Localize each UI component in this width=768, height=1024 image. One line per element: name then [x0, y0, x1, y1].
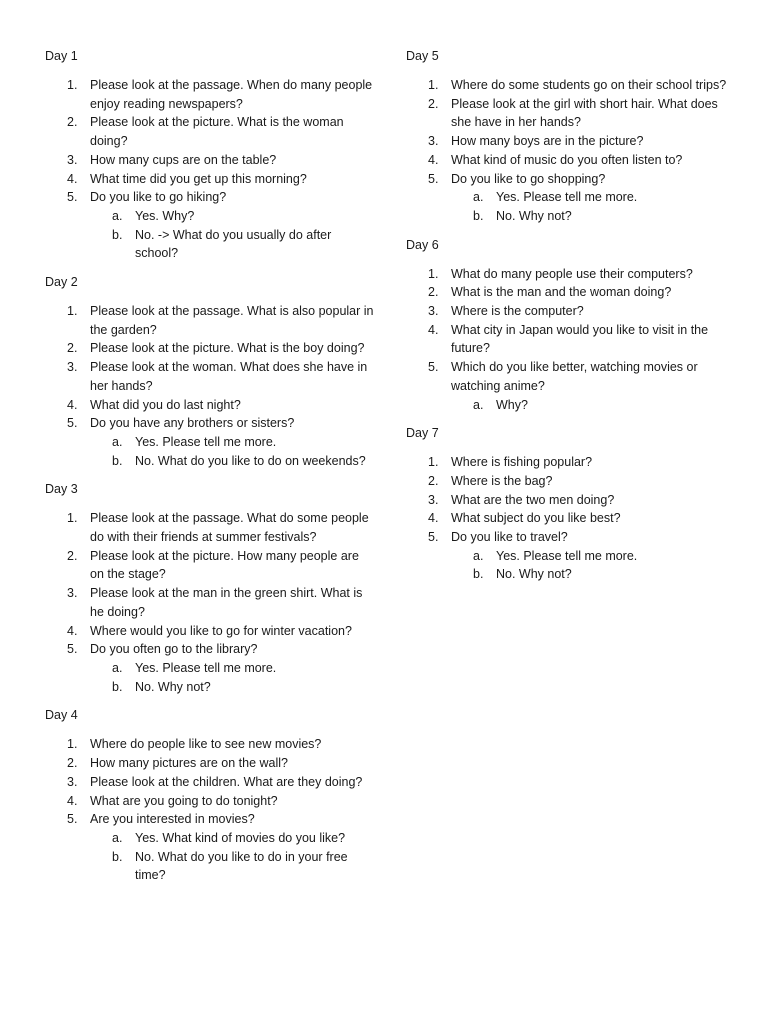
question-item — [45, 754, 375, 773]
question-item — [45, 76, 375, 113]
question-number: 2. — [428, 473, 439, 488]
sub-question-letter: b. — [112, 227, 123, 242]
sub-question-text: Why? — [496, 397, 528, 412]
question-number: 5. — [428, 171, 439, 186]
day-title: Day 7 — [406, 426, 439, 441]
sub-question-letter: b. — [112, 679, 123, 694]
sub-question-list — [90, 433, 375, 470]
question-number: 2. — [67, 548, 78, 563]
question-number: 3. — [67, 774, 78, 789]
day-section — [406, 236, 736, 425]
question-text: Please look at the man in the green shirt. What is he doing? — [90, 586, 363, 619]
question-list — [406, 265, 736, 415]
sub-question-text: Yes. Please tell me more. — [135, 434, 277, 449]
question-item — [45, 302, 375, 339]
question-number: 3. — [67, 152, 78, 167]
question-list — [406, 453, 736, 584]
section-spacer — [45, 885, 375, 895]
question-text: Please look at the picture. What is the boy doing? — [90, 341, 365, 356]
sub-question-item — [90, 452, 375, 471]
sub-question-list — [451, 547, 736, 584]
question-text: Please look at the picture. How many people are on the stage? — [90, 548, 359, 582]
sub-question-item — [90, 678, 375, 697]
day-title: Day 5 — [406, 49, 439, 63]
day-title: Day 2 — [45, 275, 78, 290]
sub-question-text: Yes. Please tell me more. — [135, 660, 277, 675]
question-number: 1. — [67, 78, 78, 92]
question-text: What city in Japan would you like to visit in the future? — [451, 322, 709, 356]
question-number: 3. — [428, 134, 439, 149]
sub-question-item — [90, 207, 375, 226]
day-title: Day 6 — [406, 237, 439, 252]
question-number: 4. — [428, 152, 439, 167]
question-item — [406, 358, 736, 414]
question-list — [45, 735, 375, 885]
question-number: 1. — [428, 455, 439, 470]
sub-question-letter: a. — [112, 434, 123, 449]
sub-question-letter: b. — [473, 208, 484, 223]
day-section — [45, 47, 375, 273]
question-number: 5. — [428, 530, 439, 545]
question-item — [45, 735, 375, 754]
sub-question-text: No. -> What do you usually do after school? — [135, 227, 332, 261]
question-item — [45, 358, 375, 395]
sub-question-list — [90, 207, 375, 263]
question-list — [406, 76, 736, 226]
sub-question-text: Yes. Please tell me more. — [496, 548, 638, 563]
left-column — [45, 47, 375, 895]
sub-question-letter: a. — [473, 548, 484, 563]
question-text: What time did you get up this morning? — [90, 171, 307, 186]
day-title: Day 3 — [45, 482, 78, 497]
question-text: Do you often go to the library? — [90, 642, 258, 657]
question-number: 2. — [67, 115, 78, 130]
question-text: How many pictures are on the wall? — [90, 756, 289, 771]
question-text: Do you like to go shopping? — [451, 171, 606, 186]
question-number: 3. — [67, 360, 78, 375]
question-list — [45, 509, 375, 696]
question-text: Where would you like to go for winter vacation? — [90, 623, 352, 638]
sub-question-item — [90, 659, 375, 678]
sub-question-letter: a. — [473, 190, 484, 205]
sub-question-text: No. What do you like to do in your free time? — [135, 849, 348, 883]
question-text: Where do some students go on their school trips? — [451, 78, 727, 92]
question-number: 2. — [67, 341, 78, 356]
question-number: 1. — [67, 737, 78, 752]
sub-question-list — [451, 188, 736, 225]
section-spacer — [45, 263, 375, 273]
question-item — [45, 810, 375, 885]
sub-question-item — [451, 188, 736, 207]
question-text: Please look at the passage. What do some people do with their friends at summer festivals? — [90, 511, 369, 545]
sub-question-item — [90, 848, 375, 885]
question-text: Are you interested in movies? — [90, 812, 255, 827]
question-text: Where is the computer? — [451, 304, 584, 319]
sub-question-text: No. Why not? — [496, 208, 572, 223]
question-text: Do you have any brothers or sisters? — [90, 416, 295, 431]
question-item — [406, 283, 736, 302]
question-item — [45, 188, 375, 263]
question-item — [406, 76, 736, 95]
sub-question-item — [90, 829, 375, 848]
sub-question-item — [90, 226, 375, 263]
question-text: How many cups are on the table? — [90, 152, 277, 167]
question-item — [45, 170, 375, 189]
day-section — [406, 424, 736, 594]
day-title: Day 4 — [45, 708, 78, 723]
question-item — [406, 453, 736, 472]
question-text: Please look at the children. What are they doing? — [90, 774, 363, 789]
sub-question-item — [451, 207, 736, 226]
question-number: 2. — [428, 96, 439, 111]
section-spacer — [45, 470, 375, 480]
sub-question-text: No. Why not? — [135, 679, 211, 694]
sub-question-letter: a. — [112, 830, 123, 845]
question-item — [406, 170, 736, 226]
question-number: 3. — [428, 304, 439, 319]
question-text: What did you do last night? — [90, 397, 241, 412]
question-item — [406, 302, 736, 321]
question-text: Do you like to go hiking? — [90, 190, 227, 205]
question-text: What kind of music do you often listen to? — [451, 152, 683, 167]
question-item — [45, 547, 375, 584]
question-text: Which do you like better, watching movies or watching anime? — [451, 360, 698, 393]
question-text: How many boys are in the picture? — [451, 134, 644, 149]
question-item — [45, 509, 375, 546]
question-item — [45, 792, 375, 811]
sub-question-item — [451, 396, 736, 415]
question-number: 1. — [428, 266, 439, 281]
question-item — [45, 640, 375, 696]
question-item — [45, 773, 375, 792]
question-text: Please look at the picture. What is the woman doing? — [90, 115, 344, 149]
question-number: 1. — [67, 511, 78, 526]
question-item — [406, 321, 736, 358]
question-list — [45, 302, 375, 470]
question-number: 1. — [428, 78, 439, 92]
question-item — [45, 151, 375, 170]
question-text: Do you like to travel? — [451, 530, 568, 545]
question-text: Please look at the passage. What is also popular in the garden? — [90, 304, 374, 337]
day-section — [406, 47, 736, 236]
sub-question-letter: a. — [473, 397, 484, 412]
question-item — [45, 113, 375, 150]
sub-question-letter: a. — [112, 208, 123, 223]
question-item — [45, 622, 375, 641]
question-item — [406, 528, 736, 584]
question-item — [45, 396, 375, 415]
question-number: 4. — [67, 793, 78, 808]
sub-question-list — [451, 396, 736, 415]
sub-question-letter: a. — [112, 660, 123, 675]
sub-question-text: No. What do you like to do on weekends? — [135, 453, 366, 468]
sub-question-item — [451, 565, 736, 584]
day-section — [45, 706, 375, 895]
question-item — [406, 95, 736, 132]
question-number: 4. — [67, 623, 78, 638]
section-spacer — [406, 584, 736, 594]
question-number: 2. — [67, 756, 78, 771]
question-text: What do many people use their computers? — [451, 266, 693, 281]
question-number: 5. — [67, 642, 78, 657]
section-spacer — [406, 414, 736, 424]
question-text: Where do people like to see new movies? — [90, 737, 322, 752]
question-text: Where is the bag? — [451, 473, 553, 488]
question-number: 2. — [428, 285, 439, 300]
section-spacer — [406, 226, 736, 236]
sub-question-item — [90, 433, 375, 452]
question-number: 4. — [428, 511, 439, 526]
question-number: 5. — [67, 190, 78, 205]
question-number: 4. — [67, 171, 78, 186]
sub-question-letter: b. — [112, 453, 123, 468]
sub-question-text: Yes. Why? — [135, 208, 195, 223]
question-item — [45, 414, 375, 470]
question-item — [406, 472, 736, 491]
question-number: 5. — [67, 812, 78, 827]
question-number: 5. — [428, 360, 439, 375]
question-text: Please look at the girl with short hair. What does she have in her hands? — [451, 96, 718, 130]
question-number: 4. — [67, 397, 78, 412]
question-number: 1. — [67, 304, 78, 319]
day-title: Day 1 — [45, 49, 78, 63]
day-section — [45, 273, 375, 480]
question-number: 4. — [428, 322, 439, 337]
question-item — [45, 584, 375, 621]
question-number: 5. — [67, 416, 78, 431]
question-text: What subject do you like best? — [451, 511, 621, 526]
sub-question-item — [451, 547, 736, 566]
sub-question-letter: b. — [473, 567, 484, 582]
question-item — [406, 132, 736, 151]
question-list — [45, 76, 375, 263]
question-item — [406, 509, 736, 528]
question-item — [45, 339, 375, 358]
sub-question-letter: b. — [112, 849, 123, 864]
day-section — [45, 480, 375, 706]
section-spacer — [45, 696, 375, 706]
question-text: Please look at the passage. When do many people enjoy reading newspapers? — [90, 78, 373, 111]
sub-question-text: Yes. Please tell me more. — [496, 190, 638, 205]
right-column — [406, 47, 736, 594]
question-text: What is the man and the woman doing? — [451, 285, 672, 300]
sub-question-text: No. Why not? — [496, 567, 572, 582]
question-text: What are you going to do tonight? — [90, 793, 278, 808]
question-text: Where is fishing popular? — [451, 455, 593, 470]
sub-question-list — [90, 829, 375, 885]
question-number: 3. — [67, 586, 78, 601]
question-text: Please look at the woman. What does she have in her hands? — [90, 360, 368, 393]
sub-question-text: Yes. What kind of movies do you like? — [135, 830, 346, 845]
question-text: What are the two men doing? — [451, 492, 615, 507]
question-item — [406, 265, 736, 284]
question-item — [406, 491, 736, 510]
question-item — [406, 151, 736, 170]
question-number: 3. — [428, 492, 439, 507]
sub-question-list — [90, 659, 375, 696]
